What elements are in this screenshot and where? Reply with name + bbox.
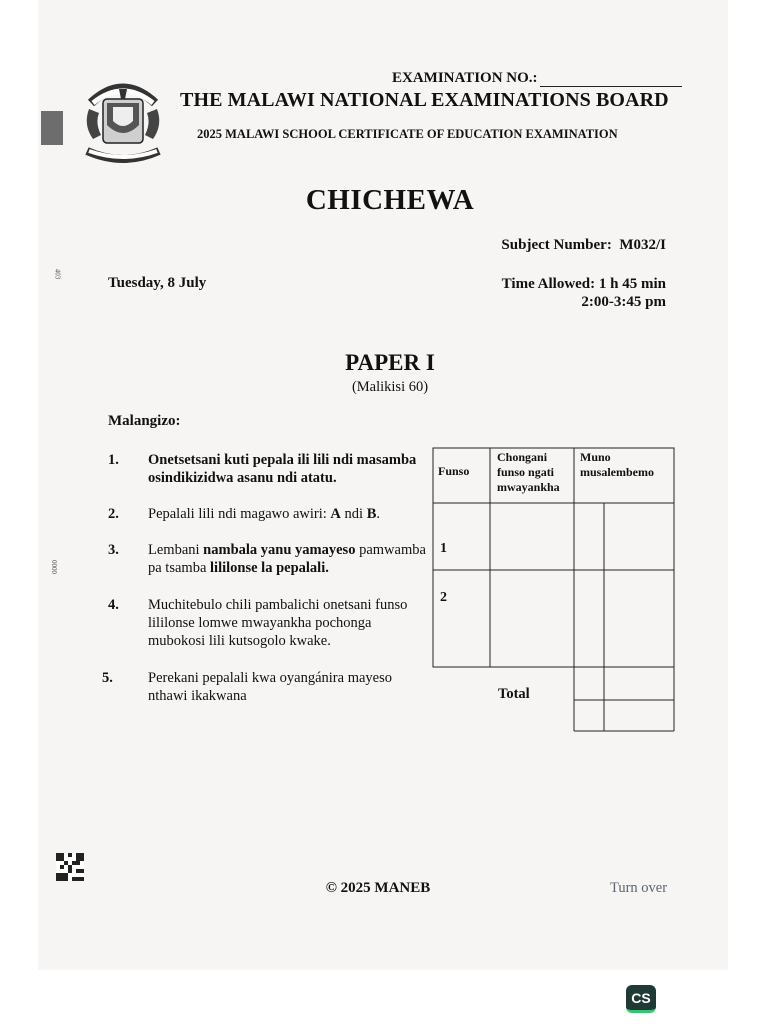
subject-number-value: M032/I xyxy=(619,237,666,253)
instruction-number: 5. xyxy=(102,670,113,686)
instruction-number: 4. xyxy=(108,597,119,613)
instruction-item xyxy=(108,505,438,525)
footer-copyright: © 2025 MANEB xyxy=(325,880,431,896)
instruction-text-bold: A xyxy=(330,506,341,522)
camscanner-badge: CS xyxy=(626,985,656,1013)
instruction-number: 1. xyxy=(108,452,119,468)
subject-number xyxy=(501,237,666,254)
instruction-item xyxy=(108,451,438,491)
turn-over-note: Turn over xyxy=(610,880,668,896)
examination-number-label: EXAMINATION NO.: xyxy=(392,70,538,86)
subject-number-label: Subject Number: xyxy=(501,237,612,253)
instruction-number: 2. xyxy=(108,506,119,522)
instruction-text-part: Lembani xyxy=(148,542,204,558)
time-allowed: Time Allowed: 1 h 45 min xyxy=(501,276,666,292)
instruction-text xyxy=(148,541,438,577)
examination-number-blank xyxy=(540,72,682,87)
instruction-item xyxy=(108,541,438,581)
qr-code-icon xyxy=(56,853,84,881)
instruction-text-bold: nambala yanu yamayeso xyxy=(203,542,356,558)
table-total-label: Total xyxy=(498,686,530,702)
paper-marks: (Malikisi 60) xyxy=(351,379,429,395)
maneb-logo xyxy=(79,75,167,167)
table-header-examiner: Muno musalembemo xyxy=(580,450,654,479)
instruction-text-part: ndi xyxy=(340,506,367,522)
instruction-text xyxy=(148,505,438,523)
table-row-1-label: 1 xyxy=(440,541,447,556)
table-header-tick: Chongani funso ngati mwayankha xyxy=(497,450,560,494)
exam-time xyxy=(502,275,666,311)
instruction-text: Perekani pepalali kwa oyangánira mayeso nthawi ikakwana xyxy=(148,670,392,704)
instruction-text: Muchitebulo chili pambalichi onetsani funso lililonse lomwe mwayankha pochonga mubokosi lili kutsogolo kwake. xyxy=(148,597,408,649)
instruction-text-part: pamwamba pa tsamba xyxy=(148,542,426,576)
time-range: 2:00-3:45 pm xyxy=(581,294,666,310)
instruction-number: 3. xyxy=(108,542,119,558)
margin-code-mid: 0000 xyxy=(50,560,58,574)
instruction-text: Onetsetsani kuti pepala ili lili ndi masamba osindikizidwa asanu ndi atatu. xyxy=(148,452,417,486)
exam-date: Tuesday, 8 July xyxy=(108,275,207,291)
instruction-item xyxy=(102,669,432,709)
board-name: THE MALAWI NATIONAL EXAMINATIONS BOARD xyxy=(180,89,669,111)
table-header-question: Funso xyxy=(438,464,470,478)
instruction-item xyxy=(108,596,408,654)
margin-registration-mark xyxy=(41,111,63,145)
paper-title: PAPER I xyxy=(345,350,435,375)
certificate-title: 2025 MALAWI SCHOOL CERTIFICATE OF EDUCATION EXAMINATION xyxy=(197,127,618,141)
subject-title: CHICHEWA xyxy=(305,184,475,216)
instruction-text-bold: B xyxy=(366,506,377,522)
table-row-2-label: 2 xyxy=(440,590,447,605)
instructions-heading: Malangizo: xyxy=(108,413,181,429)
instruction-text-part: Pepalali lili ndi magawo awiri: xyxy=(148,506,331,522)
margin-code-top: 403 xyxy=(53,268,62,280)
examination-number-field xyxy=(392,70,682,87)
instruction-text-part: . xyxy=(376,506,380,522)
instruction-text-bold: lililonse la pepalali. xyxy=(210,560,329,576)
